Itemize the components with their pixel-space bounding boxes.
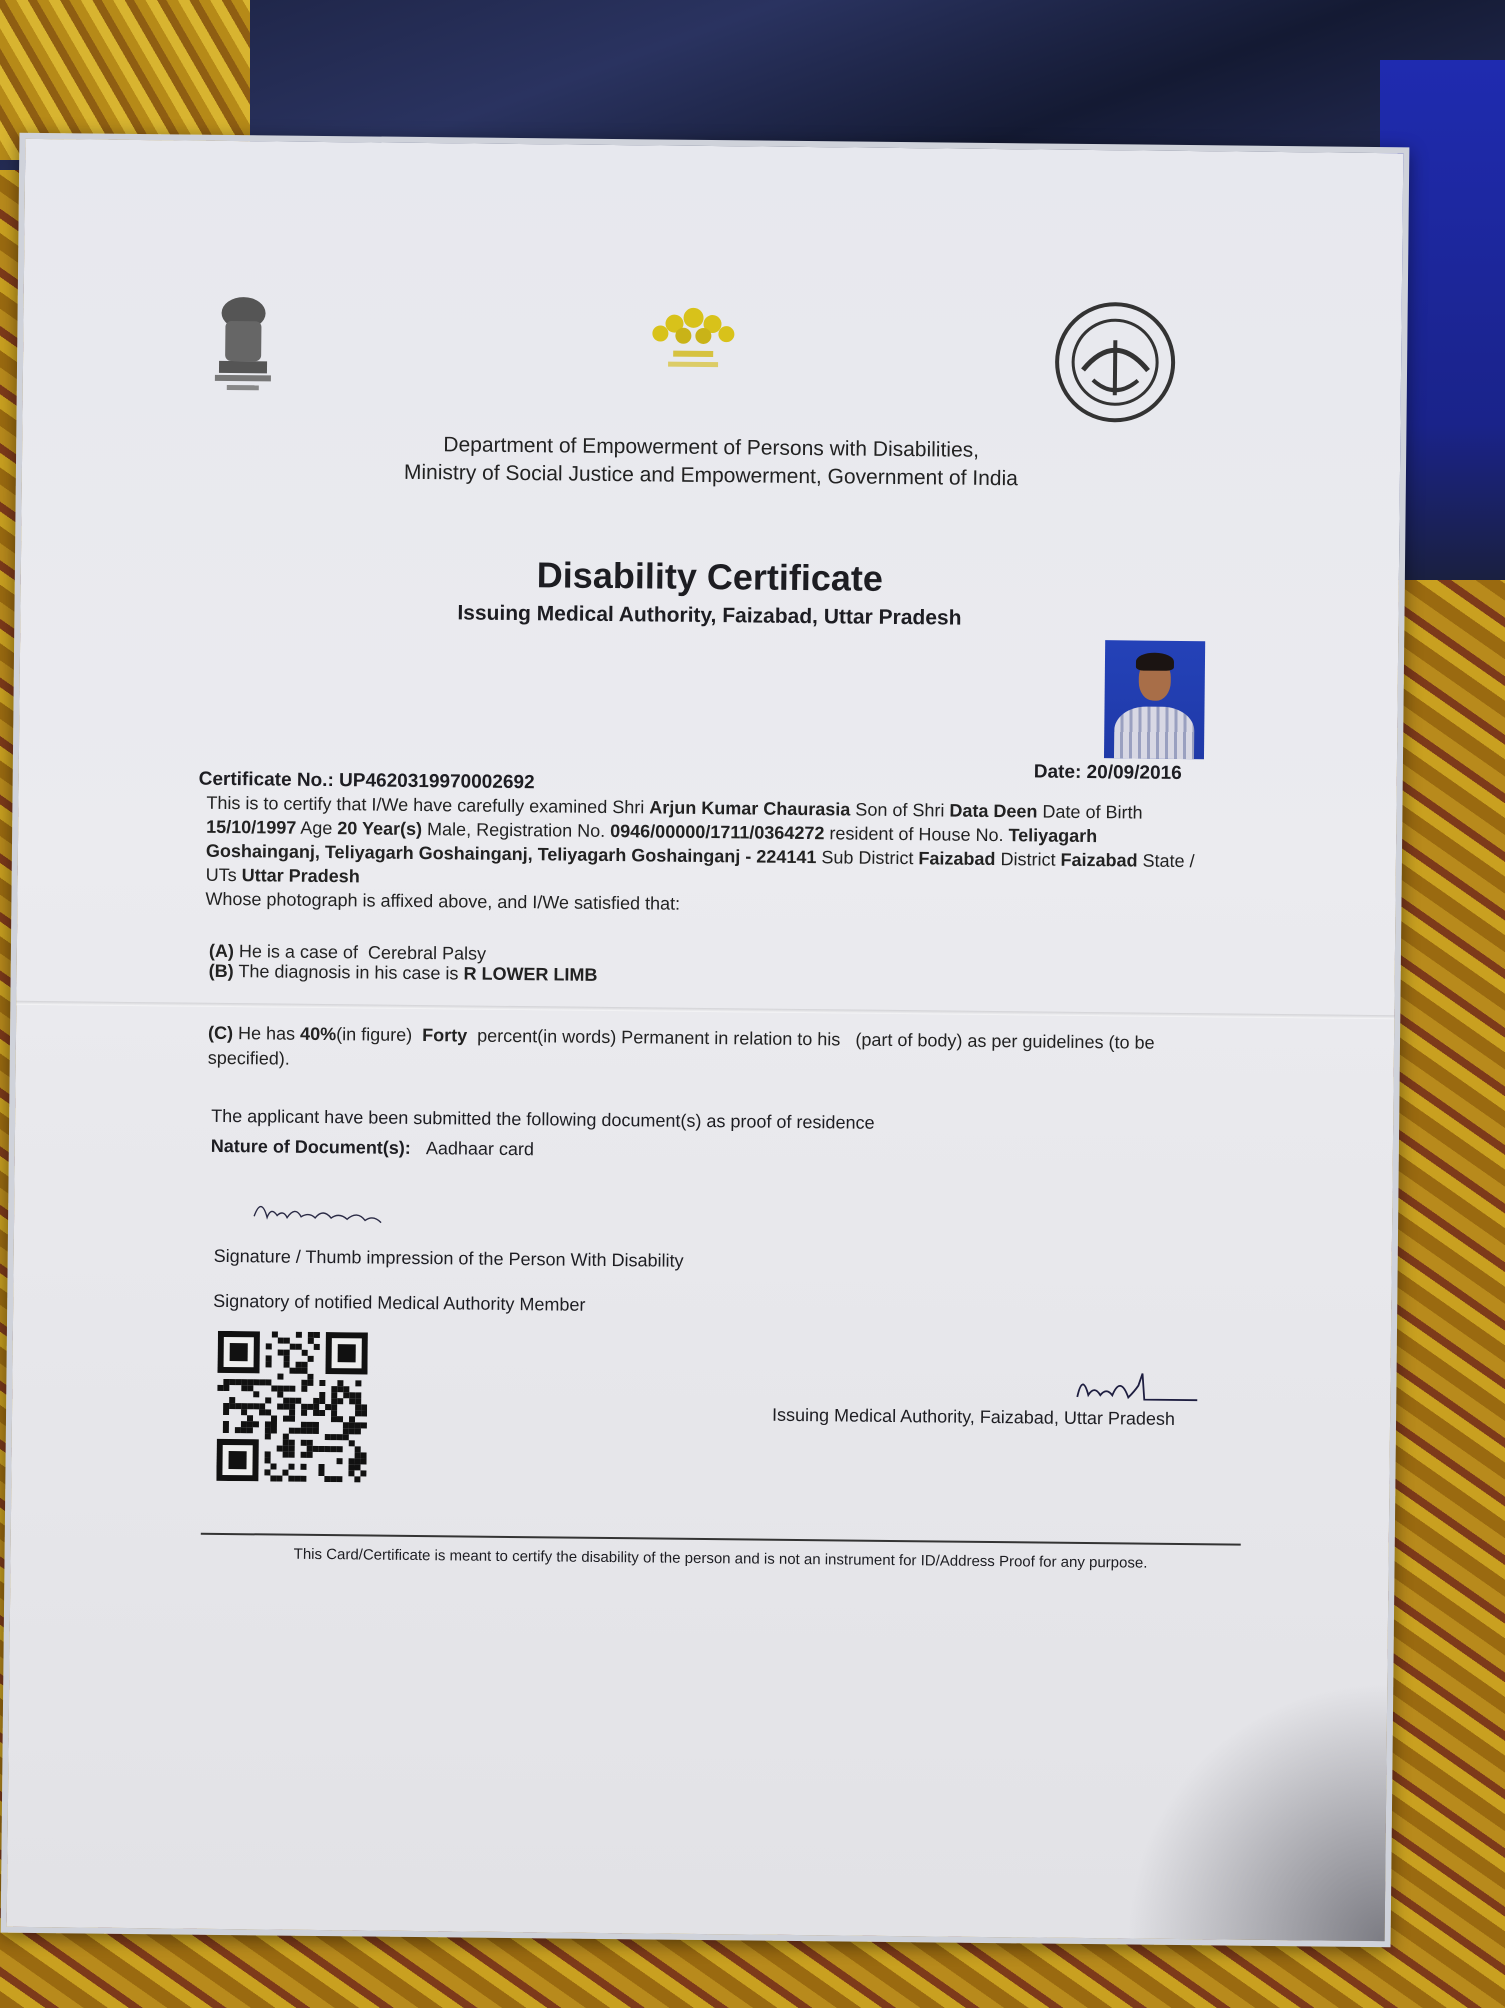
proof-statement: The applicant have been submitted the following document(s) as proof of residence [211, 1105, 875, 1133]
disability-percent: 40% [300, 1023, 337, 1045]
certificate-title: Disability Certificate [536, 554, 884, 599]
certification-paragraph [205, 791, 1206, 921]
date-of-birth: 15/10/1997 [206, 816, 297, 838]
issuing-authority: Issuing Medical Authority, Faizabad, Uttar Pradesh [771, 1404, 1176, 1429]
state: Uttar Pradesh [241, 865, 360, 887]
uttar-pradesh-seal-icon [1052, 300, 1178, 426]
department-logo-icon [638, 295, 749, 386]
age-value: 20 Year(s) [337, 818, 423, 840]
body-text: Whose photograph is affixed above, and I/We satisfied that: [205, 888, 681, 914]
nature-value: Aadhaar card [425, 1138, 535, 1160]
certificate-sheet [1, 133, 1410, 1947]
date-label: Date: [1033, 761, 1082, 783]
item-c-text: (in figure) [336, 1024, 413, 1045]
photo-shirt [1114, 706, 1195, 759]
disability-percent-words: Forty [422, 1025, 468, 1046]
father-name: Data Deen [949, 800, 1038, 822]
item-a-label: (A) [208, 940, 235, 962]
applicant-name: Arjun Kumar Chaurasia [649, 797, 851, 820]
body-text: This is to certify that I/We have carefully examined Shri [206, 792, 645, 818]
body-text: District [1000, 849, 1056, 870]
item-b [209, 961, 598, 986]
signature-caption: Signature / Thumb impression of the Person With Disability [213, 1245, 684, 1271]
item-c-text: percent(in words) Permanent in relation to his [477, 1025, 841, 1050]
qr-code [216, 1331, 368, 1483]
item-c-text: He has [237, 1023, 296, 1044]
photo-shadow [1125, 1678, 1388, 1941]
ministry-name: Ministry of Social Justice and Empowerment, Government of India [403, 460, 1018, 491]
certificate-subtitle: Issuing Medical Authority, Faizabad, Uttar Pradesh [457, 601, 962, 630]
certificate-date [1034, 761, 1182, 785]
certificate-number-label: Certificate No.: [198, 768, 334, 792]
body-text: Male, Registration No. [427, 819, 606, 841]
signatory-caption: Signatory of notified Medical Authority Member [213, 1290, 586, 1315]
nature-label: Nature of Document(s): [210, 1135, 411, 1158]
date-value: 20/09/2016 [1086, 761, 1182, 784]
footer-note: This Card/Certificate is meant to certify the disability of the person and is not an instrument for ID/Address Proof for any purpose. [293, 1545, 1148, 1572]
photo-hair [1136, 652, 1174, 670]
item-c-text: (part of body) as per guidelines (to be specified). [207, 1029, 1155, 1069]
item-c [208, 1021, 1198, 1081]
body-text: Sub District [821, 847, 914, 869]
applicant-photo [1104, 640, 1205, 759]
applicant-signature [249, 1191, 389, 1232]
district: Faizabad [1060, 849, 1138, 871]
body-text: Date of Birth [1042, 801, 1143, 823]
nature-of-document [211, 1136, 534, 1160]
paper-fold [16, 1001, 1394, 1019]
house-address: Teliyagarh Goshainganj, Teliyagarh Goshainganj, Teliyagarh Goshainganj - 224141 [205, 825, 1098, 868]
department-name: Department of Empowerment of Persons with Disabilities, [443, 433, 980, 462]
sub-district: Faizabad [918, 848, 996, 870]
item-b-label: (B) [208, 960, 234, 982]
disability-type: Cerebral Palsy [367, 942, 487, 964]
diagnosis-value: R LOWER LIMB [463, 963, 598, 985]
body-text: Son of Shri [855, 799, 945, 821]
item-b-text: The diagnosis in his case is [238, 961, 459, 984]
national-emblem-icon [203, 291, 284, 397]
body-text: resident of House No. [829, 823, 1004, 846]
item-c-label: (C) [207, 1022, 234, 1044]
certificate-number-value: UP4620319970002692 [339, 770, 535, 794]
authority-signature [1072, 1365, 1202, 1411]
body-text: State / UTs [205, 850, 1195, 886]
registration-number: 0946/00000/1711/0364272 [610, 820, 825, 844]
body-text: Age [300, 817, 333, 839]
item-a-text: He is a case of [238, 941, 359, 963]
